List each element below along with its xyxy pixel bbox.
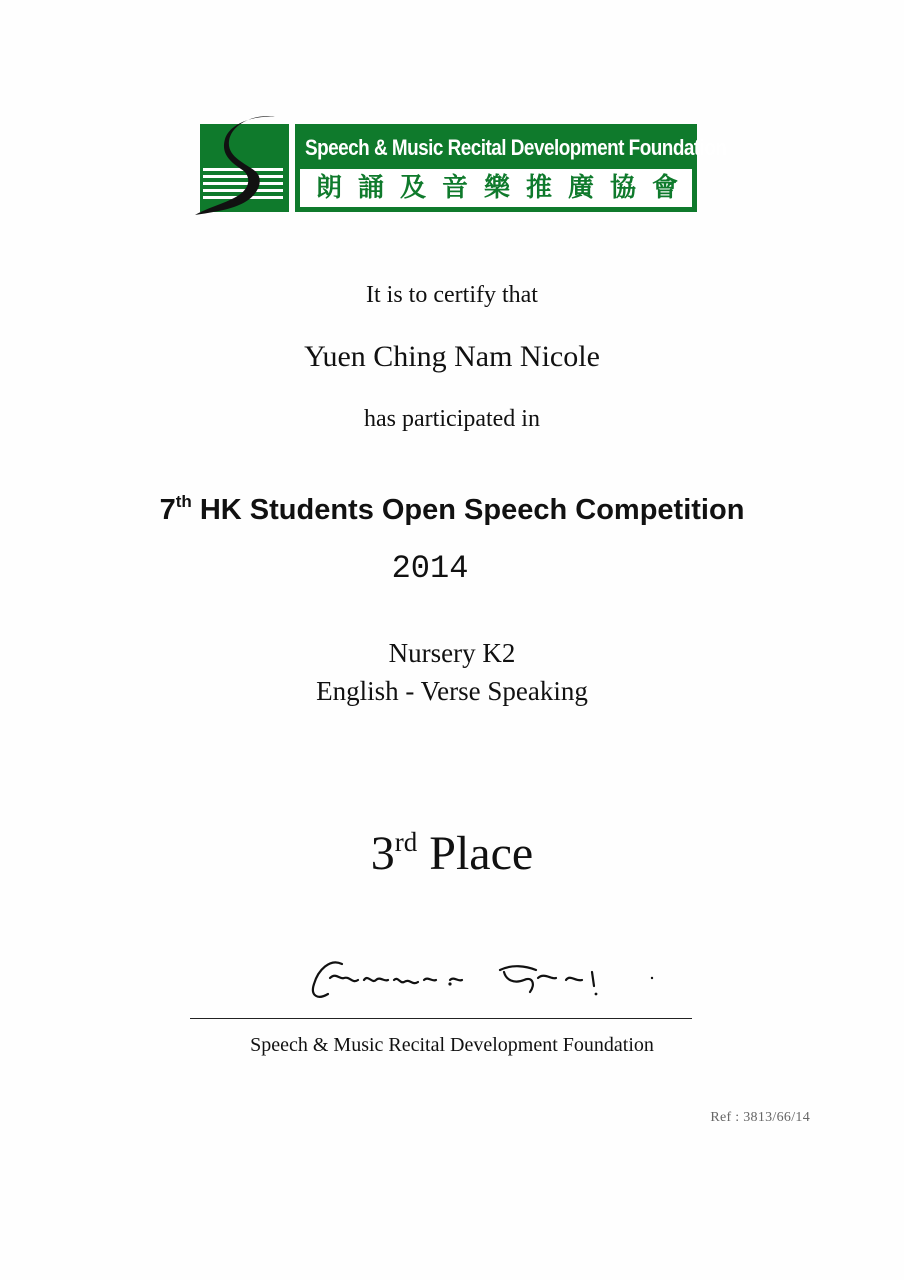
level-text: Nursery K2 — [388, 638, 516, 668]
competition-title — [0, 494, 904, 527]
competition-ordinal-suffix: th — [175, 492, 192, 511]
award-word: Place — [417, 827, 534, 880]
foundation-logo — [193, 115, 727, 215]
competition-year: 2014 — [391, 550, 469, 587]
category-text: English - Verse Speaking — [316, 676, 588, 706]
signature-line — [190, 1018, 692, 1019]
handwritten-signature — [300, 950, 670, 1014]
award-number: 3 — [370, 827, 395, 880]
s-logo-icon — [193, 115, 289, 215]
competition-ordinal: 7 — [159, 494, 176, 526]
logo-chinese-name: 朗誦及音樂推廣協會 — [316, 173, 695, 203]
signatory-name: Speech & Music Recital Development Foundation — [250, 1034, 654, 1056]
recipient-name: Yuen Ching Nam Nicole — [304, 340, 600, 373]
award-place — [0, 826, 904, 881]
award-suffix: rd — [394, 827, 418, 857]
logo-english-name: Speech & Music Recital Development Foundation — [305, 135, 727, 160]
reference-number: Ref : 3813/66/14 — [710, 1110, 810, 1125]
participation-text: has participated in — [364, 406, 540, 432]
competition-name: HK Students Open Speech Competition — [191, 494, 745, 526]
certify-intro: It is to certify that — [366, 282, 538, 308]
